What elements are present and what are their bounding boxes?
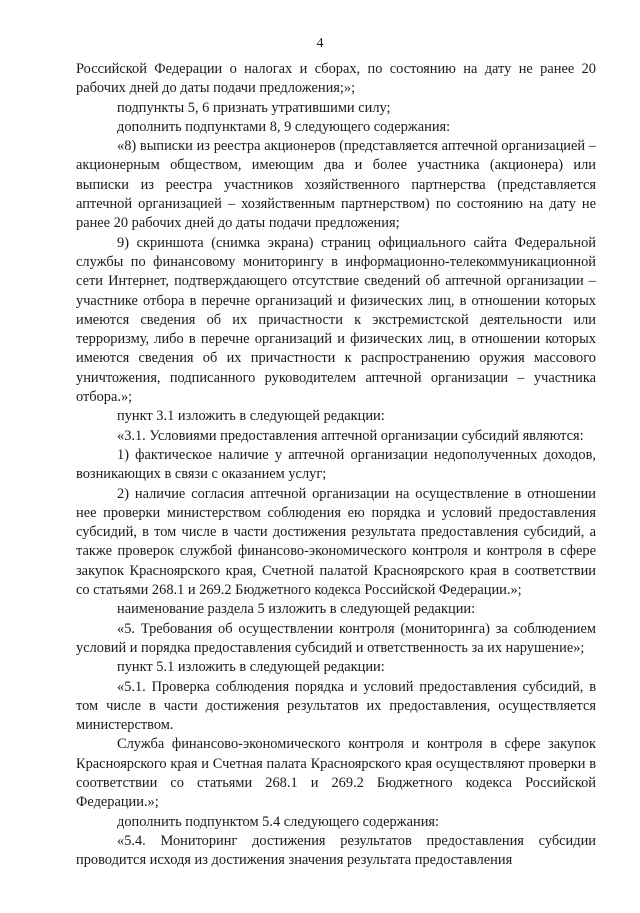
paragraph: «8) выписки из реестра акционеров (представляется аптечной организацией – акционерным обществом, имеющим два и более участника (акционера) или выписки из реестра участников хозяйственного партнерства (представляется аптечной организацией – хозяйственным партнерством) по состоянию на дату не ранее 20 рабочих дней до даты подачи предложения; [76, 138, 596, 232]
page-number: 4 [316, 36, 324, 51]
document-body [76, 60, 596, 870]
paragraph: подпункты 5, 6 признать утратившими силу; [117, 99, 391, 116]
paragraph: «5. Требования об осуществлении контроля (мониторинга) за соблюдением условий и порядка предоставления субсидий и ответственность за их нарушение»; [76, 620, 596, 656]
paragraph: Служба финансово-экономического контроля и контроля в сфере закупок Красноярского края и Счетная палата Красноярского края осуществляют проверки в соответствии со статьями 268.1 и 269.2 Бюджетного кодекса Российской Федерации.»; [76, 736, 596, 811]
paragraph: 2) наличие согласия аптечной организации на осуществление в отношении нее проверки министерством соблюдения ею порядка и условий предоставления субсидий, в том числе в части достижения результата предоставления субсидий, а также проверок службой финансово-экономического контроля и контроля в сфере закупок Красноярского края, Счетной палатой Красноярского края в соответствии со статьями 268.1 и 269.2 Бюджетного кодекса Российской Федерации.»; [76, 485, 596, 599]
paragraph: «3.1. Условиями предоставления аптечной организации субсидий являются: [117, 427, 584, 444]
paragraph: пункт 5.1 изложить в следующей редакции: [117, 659, 385, 676]
paragraph: дополнить подпунктами 8, 9 следующего содержания: [117, 118, 451, 135]
paragraph: дополнить подпунктом 5.4 следующего содержания: [117, 813, 440, 830]
paragraph: 1) фактическое наличие у аптечной организации недополученных доходов, возникающих в связи с оказанием услуг; [76, 446, 596, 483]
paragraph: пункт 3.1 изложить в следующей редакции: [117, 408, 385, 425]
paragraph: 9) скриншота (снимка экрана) страниц официального сайта Федеральной службы по финансовому мониторингу в информационно-телекоммуникационной сети Интернет, подтверждающего отсутствие сведений об аптечной организации – участнике отбора в перечне организаций и физических лиц, в отношении которых имеются сведения об их причастности к экстремистской деятельности или терроризму, либо в перечне организаций и физических лиц, в отношении которых имеются сведения об их причастности к распространению оружия массового уничтожения, подписанного руководителем аптечной организации – участника отбора.»; [76, 234, 596, 406]
paragraph: наименование раздела 5 изложить в следующей редакции: [117, 601, 476, 618]
paragraph: «5.1. Проверка соблюдения порядка и условий предоставления субсидий, в том числе в части достижения результатов их предоставления, осуществляется министерством. [76, 678, 596, 734]
paragraph: «5.4. Мониторинг достижения результатов предоставления субсидии проводится исходя из достижения значения результата предоставления [76, 832, 596, 869]
paragraph: Российской Федерации о налогах и сборах, по состоянию на дату не ранее 20 рабочих дней до даты подачи предложения;»; [76, 61, 596, 97]
